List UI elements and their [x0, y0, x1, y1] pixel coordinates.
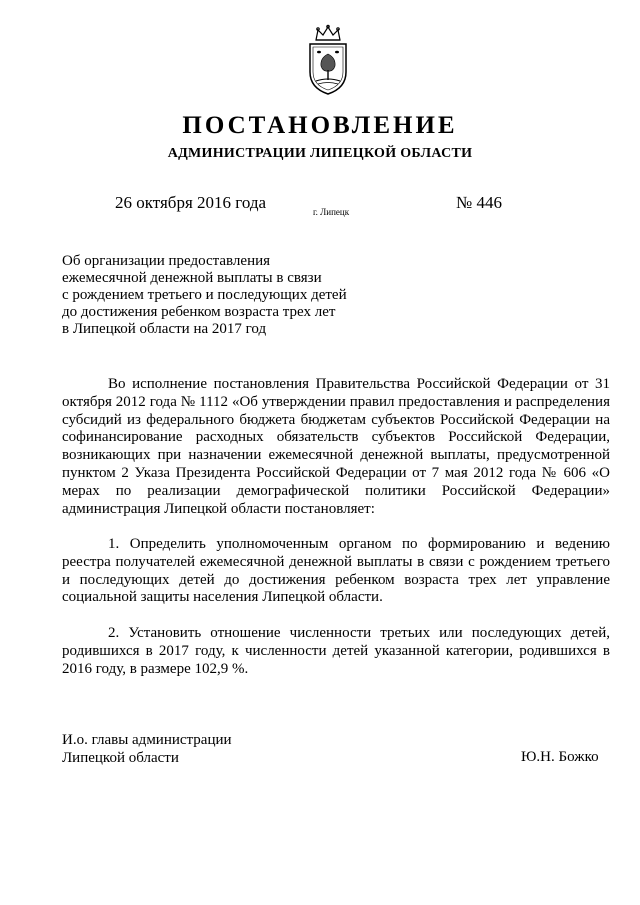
document-date: 26 октября 2016 года [115, 193, 267, 212]
signatory-position [62, 731, 232, 767]
document-title: ПОСТАНОВЛЕНИЕ [182, 112, 458, 139]
signatory-position-line: Липецкой области [62, 750, 179, 766]
subject-line: ежемесячной денежной выплаты в связи [62, 270, 322, 286]
subject-line: Об организации предоставления [62, 253, 271, 269]
coat-of-arms-icon [304, 24, 352, 96]
resolution-item-1: 1. Определить уполномоченным органом по формированию и ведению реестра получателей ежемесячной денежной выплаты в связи с рождением третьего и последующих детей до достижения ребенком возраста трех лет управление социальной защиты населения Липецкой области. [62, 536, 610, 606]
resolution-item-2: 2. Установить отношение численности третьих или последующих детей, родившихся в 2017 году, к численности детей указанной категории, родившихся в 2016 году, в размере 102,9 %. [62, 625, 610, 677]
document-city: г. Липецк [313, 207, 350, 217]
preamble-paragraph: Во исполнение постановления Правительства Российской Федерации от 31 октября 2012 года № 1112 «Об утверждении правил предоставления и распределения субсидий из федерального бюджета бюджетам субъектов Российской Федерации на софинансирование расходных обязательств субъектов Российской Федерации, возникающих при назначении ежемесячной денежной выплаты, предусмотренной пунктом 2 Указа Президента Российской Федерации от 7 мая 2012 года № 606 «О мерах по реализации демографической политики Российской Федерации» администрация Липецкой области постановляет: [62, 376, 610, 517]
subject-line: с рождением третьего и последующих детей [62, 287, 347, 303]
document-subject [62, 253, 347, 338]
document-number: № 446 [456, 193, 502, 212]
subject-line: до достижения ребенком возраста трех лет [62, 304, 336, 320]
subject-line: в Липецкой области на 2017 год [62, 321, 267, 337]
issuing-authority: АДМИНИСТРАЦИИ ЛИПЕЦКОЙ ОБЛАСТИ [167, 146, 473, 161]
signatory-position-line: И.о. главы администрации [62, 732, 232, 748]
signatory-name: Ю.Н. Божко [521, 749, 599, 765]
